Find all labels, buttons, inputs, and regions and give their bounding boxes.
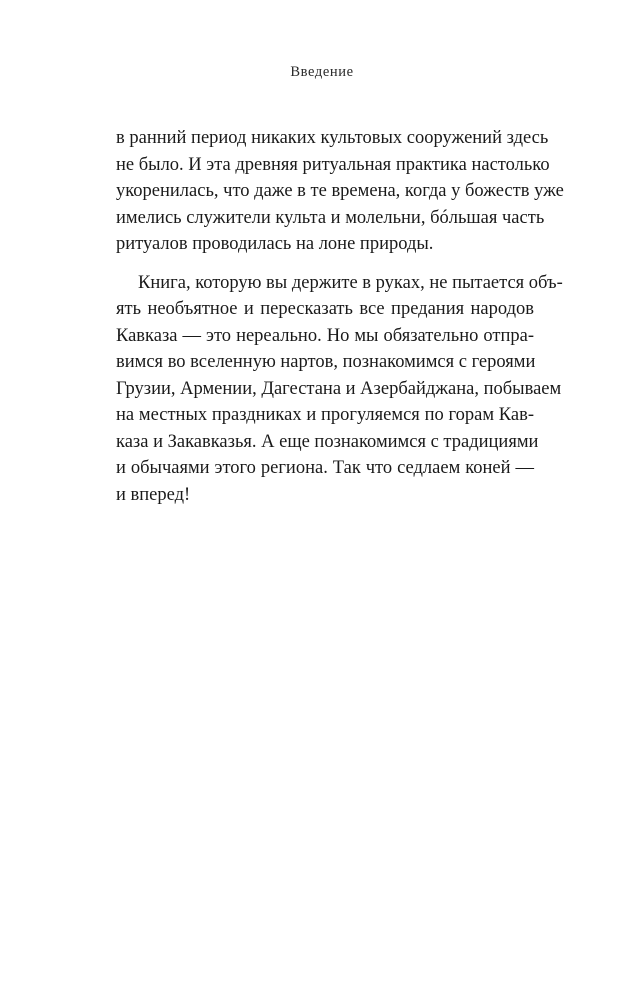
text-line: в ранний период никаких культовых сооружений здесь [116,128,549,148]
text-line: Грузии, Армении, Дагестана и Азербайджана, побываем [116,378,562,399]
text-line: ритуалов проводилась на лоне природы. [116,234,434,254]
text-line: и вперед! [116,484,191,505]
text-line: на местных праздниках и прогуляемся по горам Кав- [116,405,534,425]
paragraph-2 [116,270,563,509]
text-line: каза и Закавказья. А еще познакомимся с традициями [116,431,539,452]
text-line: и обычаями этого региона. Так что седлаем коней — [116,458,534,478]
text-line: не было. И эта древняя ритуальная практика настолько [116,154,550,175]
paragraph-1 [116,125,564,258]
text-line: имелись служители культа и молельни, бóльшая часть [116,207,545,228]
text-line: Книга, которую вы держите в руках, не пытается объ- [138,272,563,293]
running-head: Введение [290,64,354,80]
text-line: укоренилась, что даже в те времена, когда у божеств уже [116,181,564,201]
body-text [116,125,564,520]
text-line: Кавказа — это нереально. Но мы обязательно отпра- [116,325,534,346]
text-line: ять необъятное и пересказать все предания народов [116,299,534,319]
text-line: вимся во вселенную нартов, познакомимся с героями [116,352,536,372]
